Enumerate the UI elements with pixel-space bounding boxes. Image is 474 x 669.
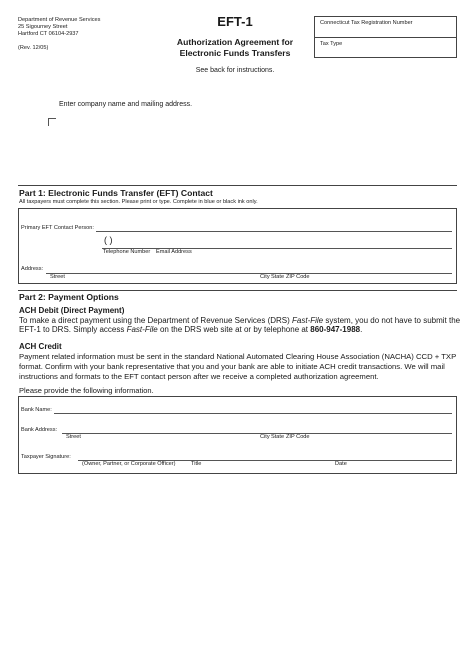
bank-name-label: Bank Name: [21, 407, 52, 413]
bank-name-input[interactable] [56, 404, 451, 413]
provide-info-prompt: Please provide the following information. [19, 386, 154, 395]
tax-type-input[interactable] [319, 48, 451, 57]
taxpayer-signature-input[interactable] [80, 451, 185, 460]
ach-debit-text3: EFT-1 to DRS. Simply access [19, 325, 127, 334]
form-title-line1: Authorization Agreement for [176, 37, 294, 47]
phone-area-code-parens: ( ) [104, 235, 113, 245]
ach-debit-text1: To make a direct payment using the Department of Revenue Services (DRS) [19, 316, 293, 325]
agency-address-block [18, 17, 168, 52]
contact-person-label: Primary EFT Contact Person: [21, 225, 94, 231]
registration-number-label: Connecticut Tax Registration Number [320, 20, 413, 26]
bank-address-line [62, 433, 452, 434]
contact-person-line [96, 231, 452, 232]
signature-date-input[interactable] [335, 451, 451, 460]
ach-debit-line2 [19, 325, 362, 335]
contact-person-input[interactable] [96, 222, 451, 231]
agency-city: Hartford CT 06104-2937 [18, 31, 79, 37]
fast-file-term1: Fast-File [292, 316, 324, 325]
part2-heading: Part 2: Payment Options [19, 292, 119, 302]
ach-credit-heading: ACH Credit [19, 342, 62, 351]
form-number: EFT-1 [217, 14, 253, 29]
bank-name-line [54, 413, 452, 414]
part1-heading: Part 1: Electronic Funds Transfer (EFT) Contact [19, 188, 213, 198]
ach-credit-line2: format. Confirm with your bank representative that you and your bank are able to initiate ACH credit transactions. We will mail [19, 362, 445, 371]
telephone-label: Telephone Number [103, 249, 151, 255]
registration-box [314, 16, 457, 58]
bank-street-input[interactable] [64, 424, 256, 433]
drs-phone-number: 860-947-1988 [310, 325, 361, 334]
phone-email-line [102, 248, 452, 249]
ach-credit-line3: instructions and formats to the EFT contact person after we receive a completed authorization agreement. [19, 372, 379, 381]
bank-city-label: City [260, 434, 270, 440]
tax-type-label: Tax Type [320, 41, 343, 47]
bank-street-label: Street [66, 434, 81, 440]
address-line [46, 273, 452, 274]
signer-title-input[interactable] [190, 451, 330, 460]
form-revision: (Rev. 12/05) [18, 45, 49, 51]
ach-debit-text5: . [360, 325, 363, 334]
ach-debit-heading: ACH Debit (Direct Payment) [19, 306, 125, 315]
city-label: City [260, 274, 270, 280]
address-label: Address: [21, 266, 44, 272]
telephone-input[interactable] [132, 238, 192, 247]
address-window-corner [48, 118, 56, 126]
signer-role-label: (Owner, Partner, or Corporate Officer) [82, 461, 176, 467]
part1-note: All taxpayers must complete this section. Please print or type. Complete in blue or black ink only. [19, 199, 258, 205]
fast-file-term2: Fast-File [126, 325, 158, 334]
company-prompt: Enter company name and mailing address. [59, 101, 193, 108]
bank-state-label: State [271, 434, 285, 440]
bank-address-label: Bank Address: [21, 427, 58, 433]
form-title-line2: Electronic Funds Transfers [179, 48, 291, 58]
form-title [160, 37, 310, 59]
signer-title-label: Title [191, 461, 202, 467]
ach-credit-line1: Payment related information must be sent in the standard National Automated Clearing House Association (NACHA) CCD + TXP [19, 352, 457, 361]
taxpayer-signature-label: Taxpayer Signature: [21, 454, 71, 460]
bank-city-state-zip-input[interactable] [260, 424, 451, 433]
ach-debit-text2: system, you do not have to submit the [323, 316, 461, 325]
street-label: Street [50, 274, 65, 280]
email-input[interactable] [196, 238, 451, 247]
state-label: State [271, 274, 285, 280]
agency-name: Department of Revenue Services [18, 17, 101, 23]
contact-street-input[interactable] [48, 263, 256, 272]
company-address-input[interactable] [58, 120, 262, 172]
zip-label: ZIP Code [286, 274, 310, 280]
form-instructions: See back for instructions. [195, 67, 275, 74]
bank-zip-label: ZIP Code [286, 434, 310, 440]
ach-debit-text4: on the DRS web site at or by telephone at [157, 325, 311, 334]
registration-number-input[interactable] [319, 27, 451, 36]
signature-date-label: Date [335, 461, 347, 467]
email-label: Email Address [156, 249, 192, 255]
agency-street: 25 Sigourney Street [18, 24, 68, 30]
part1-top-rule [18, 185, 457, 186]
registration-box-divider [315, 37, 456, 38]
part2-top-rule [18, 290, 457, 291]
contact-city-state-zip-input[interactable] [260, 263, 451, 272]
